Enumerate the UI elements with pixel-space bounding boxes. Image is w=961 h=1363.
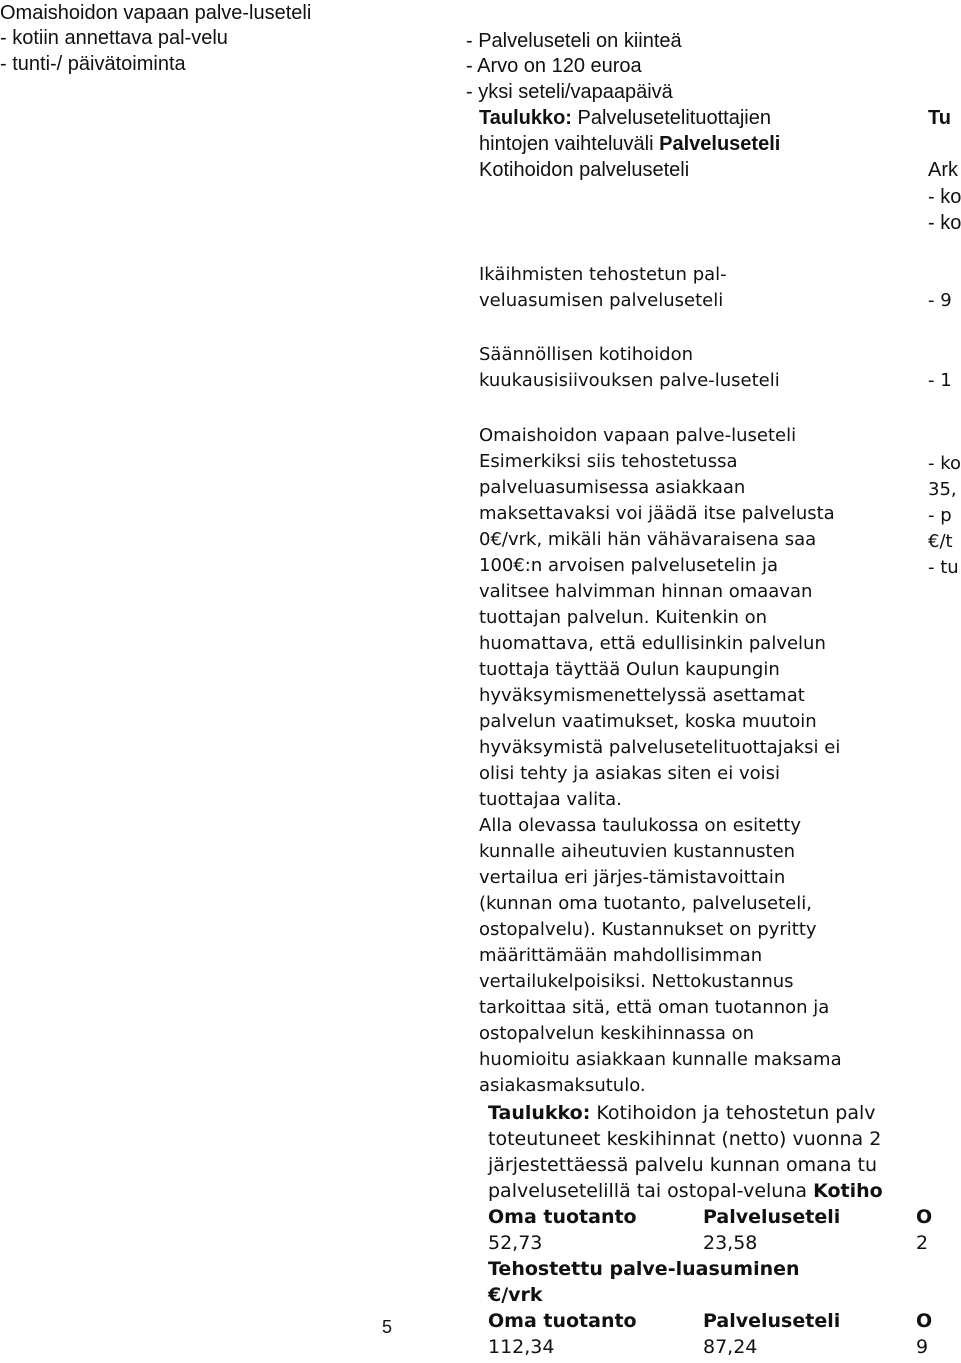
value-purchased: 9 [916,1336,929,1358]
body-line: huomioitu asiakkaan kunnalle maksama [479,1049,842,1070]
column-header-purchased: O [916,1206,933,1228]
right-edge-line: Ark [928,159,958,181]
housing-unit: €/vrk [488,1284,543,1306]
body-line: valitsee halvimman hinnan omaavan [479,581,813,602]
voucher-info-line: - yksi seteli/vapaapäivä [466,81,673,103]
left-column-line: - kotiin annettava pal-velu [0,27,228,49]
table-heading-text: hintojen vaihteluväli [479,133,660,155]
elderly-housing-voucher-line: Ikäihmisten tehostetun pal- [479,264,727,285]
column-header-voucher: Palveluseteli [703,1310,841,1332]
body-line: asiakasmaksutulo. [479,1075,646,1096]
cost-table [486,1096,933,1363]
value-own-production: 52,73 [488,1232,543,1254]
cleaning-voucher-line: kuukausisiivouksen palve-luseteli [479,370,780,391]
body-line: Omaishoidon vapaan palve-luseteli [479,425,797,446]
table-heading-bold: Kotiho [813,1180,883,1202]
price-range-table-heading-line2 [479,131,780,157]
table-heading-text: Kotihoidon ja tehostetun palv [590,1102,876,1124]
right-edge-line: - 1 [928,370,952,391]
cost-table-heading-line [488,1100,876,1126]
right-edge-line: - p [928,505,952,526]
price-range-table-heading [479,105,771,131]
body-line: maksettavaksi voi jäädä itse palvelusta [479,503,835,524]
body-line: tuottajan palvelun. Kuitenkin on [479,607,768,628]
right-edge-line: - 9 [928,290,952,311]
body-line: hyväksymismenettelyssä asettamat [479,685,805,706]
body-line: (kunnan oma tuotanto, palveluseteli, [479,893,812,914]
body-line: 0€/vrk, mikäli hän vähävaraisena saa [479,529,817,550]
body-line: tarkoittaa sitä, että oman tuotannon ja [479,997,830,1018]
body-line: määrittämään mahdollisimman [479,945,763,966]
value-own-production: 112,34 [488,1336,555,1358]
value-purchased: 2 [916,1232,929,1254]
table-label: Taulukko: [488,1102,591,1124]
right-edge-line: 35, [928,479,957,500]
right-edge-line: - ko [928,212,961,234]
home-care-voucher-label: Kotihoidon palveluseteli [479,159,690,181]
body-line: kunnalle aiheutuvien kustannusten [479,841,796,862]
table-heading-text: Palvelusetelituottajien [571,107,771,129]
housing-section-title: Tehostettu palve-luasuminen [488,1258,800,1280]
cost-table-heading-line: toteutuneet keskihinnat (netto) vuonna 2 [488,1128,882,1150]
column-header-own-production: Oma tuotanto [488,1310,637,1332]
body-line: olisi tehty ja asiakas siten ei voisi [479,763,780,784]
cost-table-heading-line [488,1178,883,1204]
page-number: 5 [382,1317,393,1337]
value-voucher: 23,58 [703,1232,758,1254]
table-heading-bold: Palveluseteli [659,133,781,155]
right-edge-line: - tu [928,557,959,578]
right-edge-line: - ko [928,453,961,474]
column-header-own-production: Oma tuotanto [488,1206,637,1228]
column-header-voucher: Palveluseteli [703,1206,841,1228]
body-line: tuottaja täyttää Oulun kaupungin [479,659,780,680]
table-heading-text: palvelusetelillä tai ostopal-veluna [488,1180,814,1202]
body-line: palvelun vaatimukset, koska muutoin [479,711,817,732]
cost-table-heading-line: järjestettäessä palvelu kunnan omana tu [488,1154,877,1176]
body-line: huomattava, että edullisinkin palvelun [479,633,826,654]
body-line: Esimerkiksi siis tehostetussa [479,451,738,472]
elderly-housing-voucher-line: veluasumisen palveluseteli [479,290,724,311]
body-line: tuottajaa valita. [479,789,622,810]
value-voucher: 87,24 [703,1336,758,1358]
body-line: ostopalvelun keskihinnassa on [479,1023,755,1044]
cleaning-voucher-line: Säännöllisen kotihoidon [479,344,694,365]
body-line: palveluasumisessa asiakkaan [479,477,746,498]
right-edge-column [928,0,960,1363]
right-edge-line: €/t [928,531,953,552]
body-line: Alla olevassa taulukossa on esitetty [479,815,802,836]
column-header-purchased: O [916,1310,933,1332]
voucher-info-line: - Arvo on 120 euroa [466,55,642,77]
voucher-info-line: - Palveluseteli on kiinteä [466,30,682,52]
body-line: ostopalvelu). Kustannukset on pyritty [479,919,817,940]
body-line: hyväksymistä palvelusetelituottajaksi ei [479,737,841,758]
body-line: vertailua eri järjes-tämistavoittain [479,867,786,888]
body-line: vertailukelpoisiksi. Nettokustannus [479,971,794,992]
right-edge-line: Tu [928,107,951,129]
body-line: 100€:n arvoisen palvelusetelin ja [479,555,779,576]
table-label: Taulukko: [479,107,572,129]
right-edge-line: - ko [928,186,961,208]
left-column-line: - tunti-/ päivätoiminta [0,53,186,75]
left-column-line: Omaishoidon vapaan palve-luseteli [0,2,312,24]
